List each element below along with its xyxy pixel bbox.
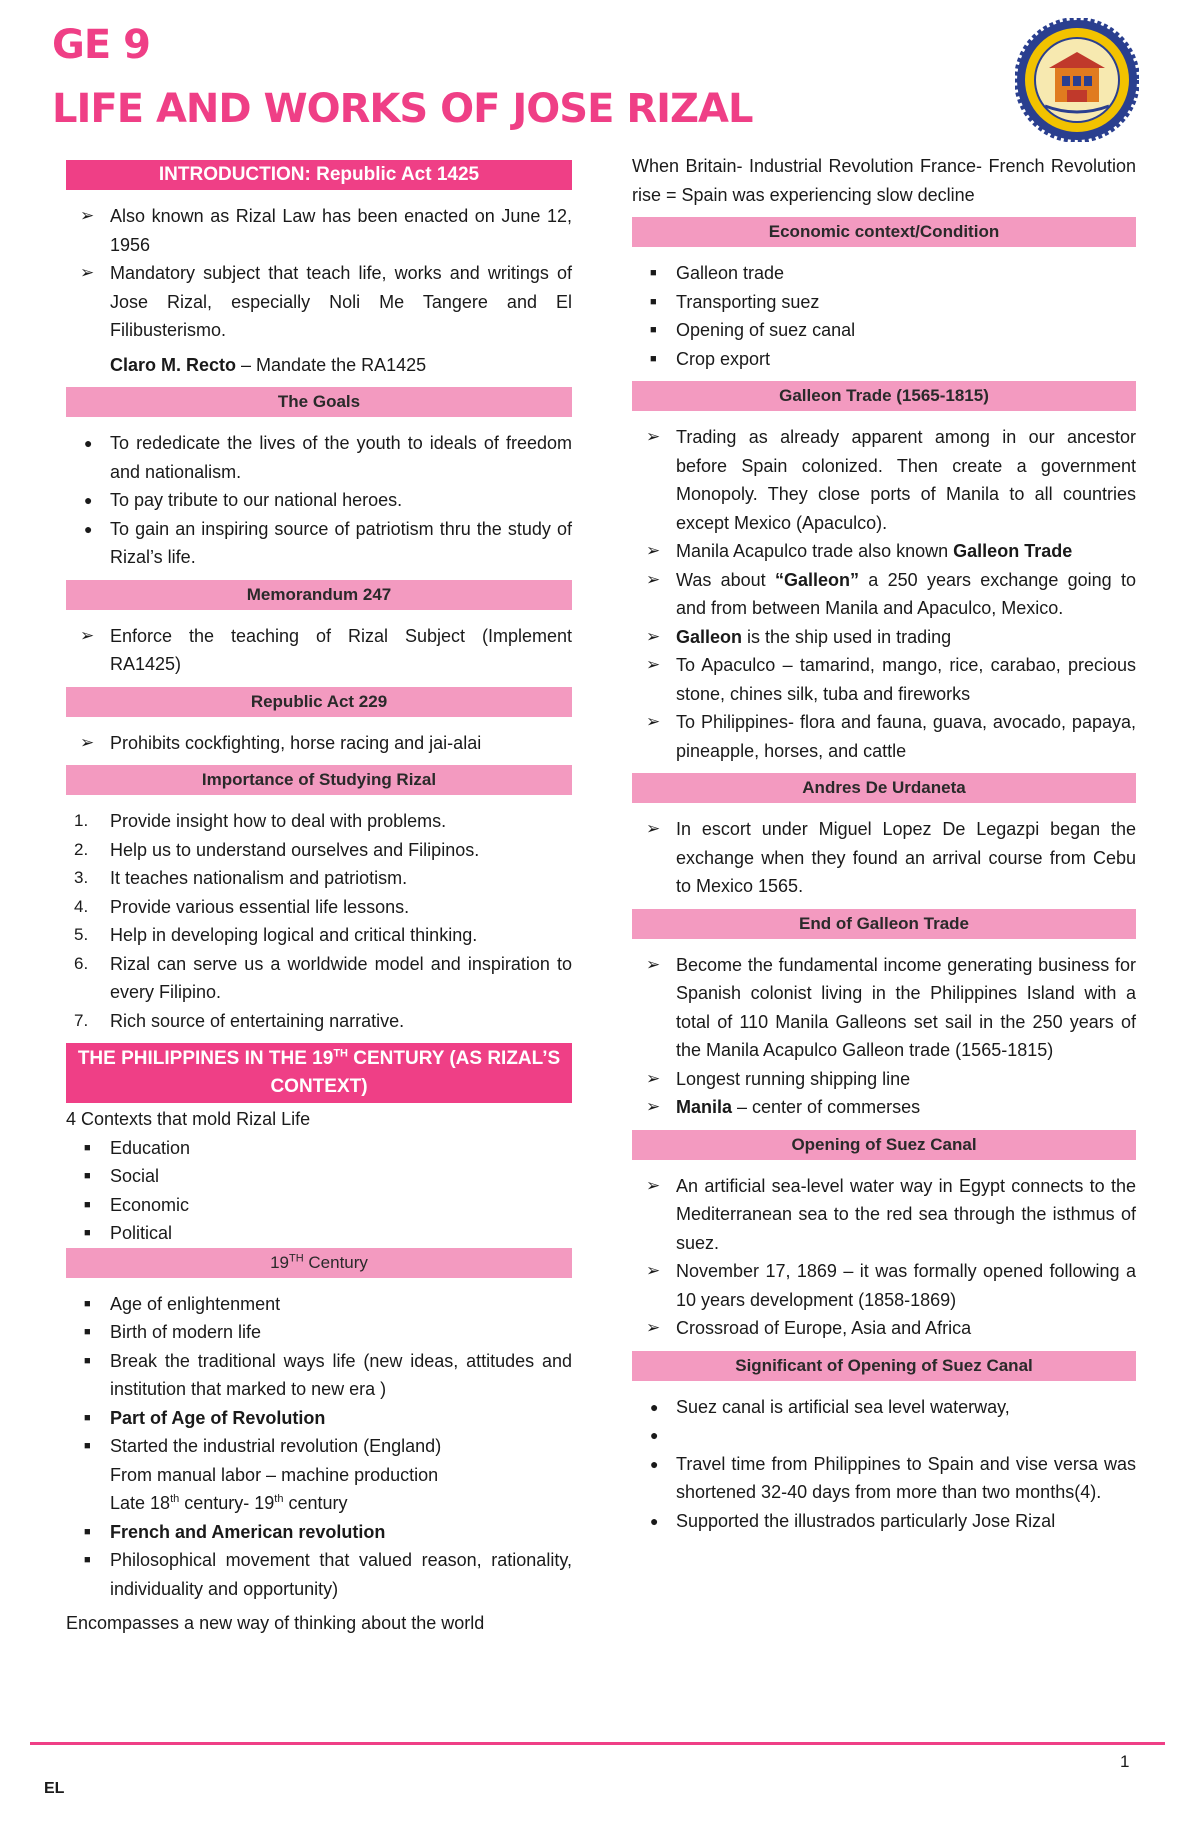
arrow-bullet-icon: ➢: [646, 541, 661, 560]
list-item: ■ Social: [66, 1162, 572, 1191]
list-item: 6. Rizal can serve us a worldwide model and inspiration to every Filipino.: [74, 953, 572, 1002]
left-column: [66, 152, 572, 1638]
square-bullet-icon: ■: [84, 1354, 91, 1367]
author-initials: EL: [44, 1780, 65, 1797]
bullet-icon: ●: [650, 1512, 659, 1529]
list-item: ➢ Manila – center of commerses: [632, 1093, 1136, 1122]
list-item: ➢ November 17, 1869 – it was formally opened following a 10 years development (1858-1869): [632, 1257, 1136, 1314]
britain-text: When Britain- Industrial Revolution France- French Revolution rise = Spain was experiencing slow decline: [632, 156, 1136, 205]
list-item: [632, 1421, 1136, 1450]
recto-line: Claro M. Recto – Mandate the RA1425: [110, 354, 427, 375]
list-item: ➢ Prohibits cockfighting, horse racing and jai-alai: [66, 729, 572, 758]
course-code: GE 9: [52, 22, 150, 68]
list-item: ➢ An artificial sea-level water way in Egypt connects to the Mediterranean sea to the red sea through the isthmus of suez.: [632, 1172, 1136, 1258]
list-item: 2. Help us to understand ourselves and Filipinos.: [74, 839, 480, 860]
economic-list: [632, 259, 1136, 373]
arrow-bullet-icon: ➢: [646, 712, 661, 731]
square-bullet-icon: ■: [84, 1170, 91, 1182]
list-item: 4. Provide various essential life lessons.: [74, 896, 410, 917]
list-item: ● Suez canal is artificial sea level waterway,: [632, 1393, 1136, 1422]
arrow-bullet-icon: ➢: [646, 1097, 661, 1116]
significant-heading: Significant of Opening of Suez Canal: [632, 1351, 1136, 1381]
square-bullet-icon: ■: [650, 324, 657, 336]
list-item: ➢ Enforce the teaching of Rizal Subject (Implement RA1425): [66, 622, 572, 679]
square-bullet-icon: ■: [84, 1227, 91, 1239]
list-item: ● To pay tribute to our national heroes.: [66, 486, 572, 515]
arrow-bullet-icon: ➢: [646, 626, 661, 646]
page-number: 1: [1120, 1752, 1130, 1771]
list-item: ● Supported the illustrados particularly Jose Rizal: [632, 1507, 1136, 1536]
list-item: ■ Galleon trade: [632, 259, 1136, 288]
list-item: ■ Education: [66, 1134, 572, 1163]
arrow-bullet-icon: ➢: [646, 569, 661, 589]
memo-list: [66, 622, 572, 679]
urdaneta-heading: Andres De Urdaneta: [632, 773, 1136, 803]
square-bullet-icon: ■: [84, 1198, 91, 1211]
list-item: ■ Transporting suez: [632, 288, 1136, 317]
intro-list: [66, 202, 572, 345]
bullet-icon: ●: [650, 1427, 659, 1443]
right-column: [632, 152, 1136, 1535]
goals-heading: The Goals: [66, 387, 572, 417]
arrow-bullet-icon: ➢: [646, 655, 661, 674]
arrow-bullet-icon: ➢: [646, 1261, 661, 1280]
list-item: ➢ Also known as Rizal Law has been enacted on June 12, 1956: [66, 202, 572, 259]
list-item: ■ Started the industrial revolution (England): [66, 1432, 572, 1461]
end-list: [632, 951, 1136, 1122]
square-bullet-icon: ■: [84, 1411, 91, 1424]
list-item: 1. Provide insight how to deal with problems.: [74, 811, 447, 831]
list-item: 5. Help in developing logical and critical thinking.: [74, 925, 478, 945]
list-item: ■ Opening of suez canal: [632, 316, 1136, 345]
list-item: ➢ Galleon is the ship used in trading: [632, 623, 1136, 652]
suez-heading: Opening of Suez Canal: [632, 1130, 1136, 1160]
list-item: ➢ Become the fundamental income generating business for Spanish colonist living in the Philippines Island with a total of 110 Manila Galleons set sail in the 250 years of the Manila Acapulco Galleon trade (1565-1815): [632, 951, 1136, 1065]
square-bullet-icon: ■: [650, 352, 657, 365]
list-item: ● To rededicate the lives of the youth to ideals of freedom and nationalism.: [66, 429, 572, 486]
list-item: ➢ In escort under Miguel Lopez De Legazpi began the exchange when they found an arrival course from Cebu to Mexico 1565.: [632, 815, 1136, 901]
list-item: ● Travel time from Philippines to Spain and vise versa was shortened 32-40 days from more than two months(4).: [632, 1450, 1136, 1507]
encompasses-text: Encompasses a new way of thinking about the world: [66, 1613, 485, 1633]
end-heading: End of Galleon Trade: [632, 909, 1136, 939]
list-item: 7. Rich source of entertaining narrative.: [74, 1010, 405, 1031]
square-bullet-icon: ■: [84, 1326, 91, 1338]
bullet-icon: ●: [84, 520, 93, 537]
goals-list: [66, 429, 572, 572]
importance-list: [66, 807, 572, 1035]
list-item: ➢ To Philippines- flora and fauna, guava, avocado, papaya, pineapple, horses, and cattle: [632, 708, 1136, 765]
square-bullet-icon: ■: [84, 1440, 91, 1452]
arrow-bullet-icon: ➢: [80, 206, 95, 225]
list-item: ➢ Was about “Galleon” a 250 years exchange going to and from between Manila and Apaculco, Mexico.: [632, 566, 1136, 623]
arrow-bullet-icon: ➢: [646, 819, 661, 838]
list-item-continued: From manual labor – machine production: [110, 1464, 439, 1485]
memo-heading: Memorandum 247: [66, 580, 572, 610]
list-item: ■ French and American revolution: [66, 1518, 572, 1547]
arrow-bullet-icon: ➢: [646, 427, 661, 446]
century-heading: 19TH Century: [66, 1248, 572, 1278]
significant-list: [632, 1393, 1136, 1536]
ra229-list: [66, 729, 572, 758]
philippines-heading: THE PHILIPPINES IN THE 19TH CENTURY (AS RIZAL’S CONTEXT): [66, 1043, 572, 1103]
list-item: ➢ To Apaculco – tamarind, mango, rice, carabao, precious stone, chines silk, tuba and fireworks: [632, 651, 1136, 708]
list-item: ■ Economic: [66, 1191, 572, 1220]
list-item: ■ Philosophical movement that valued reason, rationality, individuality and opportunity): [66, 1546, 572, 1603]
bullet-icon: ●: [650, 1455, 659, 1472]
contexts-list: [66, 1134, 572, 1248]
square-bullet-icon: ■: [650, 267, 657, 279]
list-item-continued: Late 18th century- 19th century: [110, 1493, 348, 1513]
arrow-bullet-icon: ➢: [646, 1318, 661, 1337]
suez-list: [632, 1172, 1136, 1343]
list-item: 3. It teaches nationalism and patriotism.: [74, 868, 408, 888]
list-item: ➢ Mandatory subject that teach life, works and writings of Jose Rizal, especially Noli Me Tangere and El Filibusterismo.: [66, 259, 572, 345]
arrow-bullet-icon: ➢: [646, 954, 661, 974]
page-title: LIFE AND WORKS OF JOSE RIZAL: [52, 86, 753, 132]
list-item: ■ Part of Age of Revolution: [66, 1404, 572, 1433]
bullet-icon: ●: [84, 435, 93, 451]
arrow-bullet-icon: ➢: [80, 625, 95, 645]
list-item: ● To gain an inspiring source of patriotism thru the study of Rizal’s life.: [66, 515, 572, 572]
importance-heading: Importance of Studying Rizal: [66, 765, 572, 795]
square-bullet-icon: ■: [84, 1554, 91, 1566]
square-bullet-icon: ■: [650, 295, 657, 308]
list-item: ■ Age of enlightenment: [66, 1290, 572, 1319]
university-seal-icon: [1015, 18, 1139, 142]
bullet-icon: ●: [650, 1398, 659, 1415]
century-list: [66, 1290, 572, 1604]
square-bullet-icon: ■: [84, 1297, 91, 1310]
list-item: ■ Break the traditional ways life (new ideas, attitudes and institution that marked to new era ): [66, 1347, 572, 1404]
square-bullet-icon: ■: [84, 1525, 91, 1538]
galleon-heading: Galleon Trade (1565-1815): [632, 381, 1136, 411]
list-item: ■ Political: [66, 1219, 572, 1248]
bullet-icon: ●: [84, 492, 93, 508]
intro-heading: INTRODUCTION: Republic Act 1425: [66, 160, 572, 190]
contexts-intro: 4 Contexts that mold Rizal Life: [66, 1109, 311, 1129]
economic-heading: Economic context/Condition: [632, 217, 1136, 247]
list-item: ➢ Trading as already apparent among in our ancestor before Spain colonized. Then create a government Monopoly. They close ports of Manila to all countries except Mexico (Apaculco).: [632, 423, 1136, 537]
galleon-list: [632, 423, 1136, 765]
square-bullet-icon: ■: [84, 1141, 91, 1154]
list-item: ➢ Crossroad of Europe, Asia and Africa: [632, 1314, 1136, 1343]
ra229-heading: Republic Act 229: [66, 687, 572, 717]
arrow-bullet-icon: ➢: [80, 732, 95, 752]
arrow-bullet-icon: ➢: [646, 1175, 661, 1195]
list-item: ➢ Manila Acapulco trade also known Galleon Trade: [632, 537, 1136, 566]
list-item: ➢ Longest running shipping line: [632, 1065, 1136, 1094]
arrow-bullet-icon: ➢: [80, 263, 95, 282]
footer-divider: [30, 1742, 1165, 1745]
arrow-bullet-icon: ➢: [646, 1068, 661, 1088]
urdaneta-list: [632, 815, 1136, 901]
list-item: ■ Crop export: [632, 345, 1136, 374]
list-item: ■ Birth of modern life: [66, 1318, 572, 1347]
